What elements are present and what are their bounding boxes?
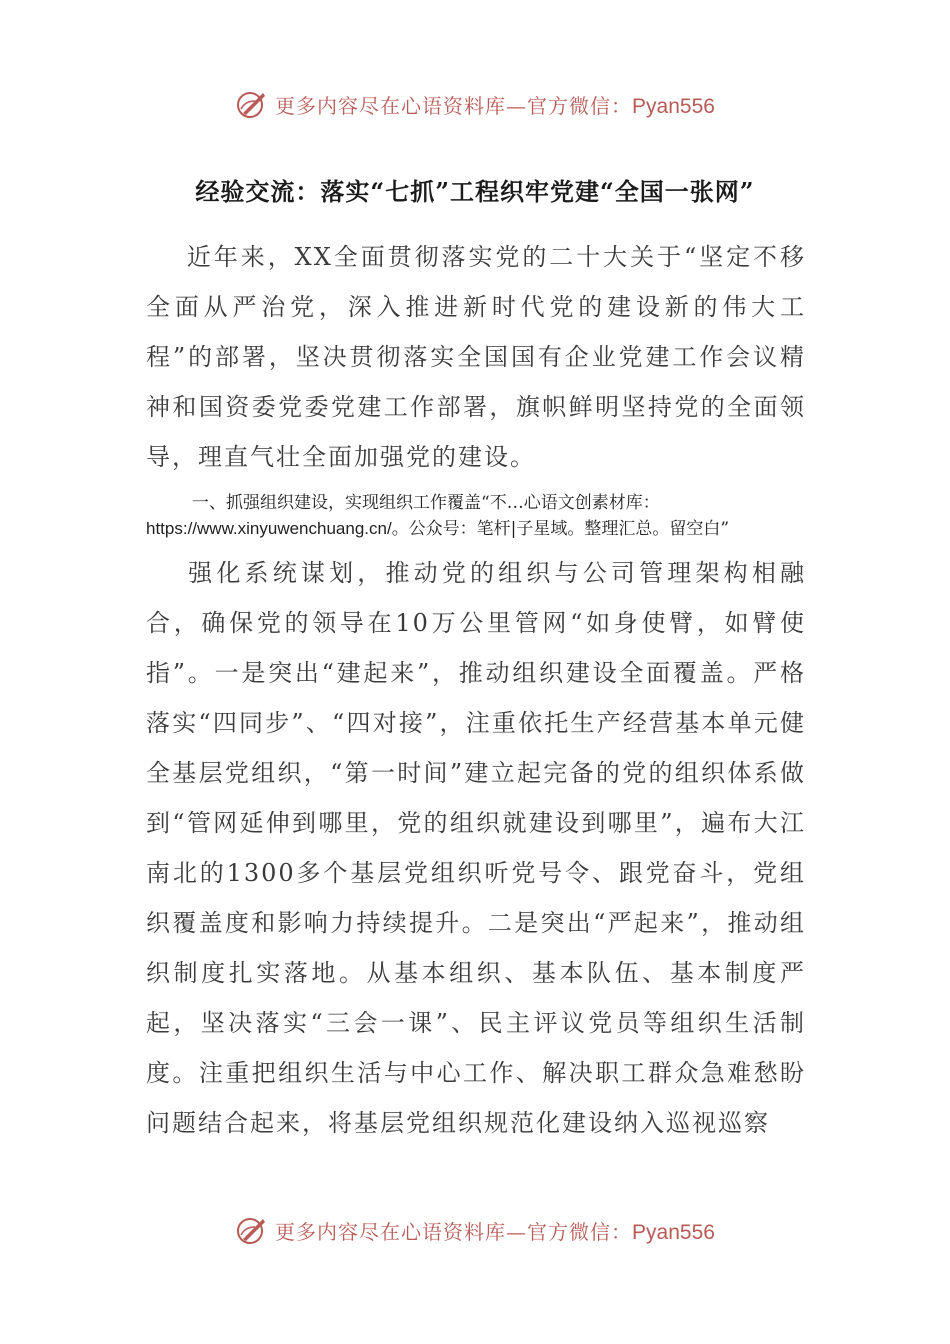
watermark-banner-top bbox=[0, 84, 950, 124]
watermark-banner-bottom bbox=[0, 1210, 950, 1250]
paragraph-body: 强化系统谋划，推动党的组织与公司管理架构相融合，确保党的领导在10万公里管网“如身使臂，如臂使指”。一是突出“建起来”，推动组织建设全面覆盖。严格落实“四同步”、“四对接”，注重依托生产经营基本单元健全基层党组织，“第一时间”建立起完备的党的组织体系做到“管网延伸到哪里，党的组织就建设到哪里”，遍布大江南北的1300多个基层党组织听党号令、跟党奋斗，党组织覆盖度和影响力持续提升。二是突出“严起来”，推动组织制度扎实落地。从基本组织、基本队伍、基本制度严起，坚决落实“三会一课”、民主评议党员等组织生活制度。注重把组织生活与中心工作、解决职工群众急难愁盼问题结合起来，将基层党组织规范化建设纳入巡视巡察 bbox=[146, 559, 806, 1137]
quill-logo-icon bbox=[235, 1213, 269, 1247]
quill-logo-icon bbox=[235, 87, 269, 121]
document-title: 经验交流：落实“七抓”工程织牢党建“全国一张网” bbox=[195, 177, 755, 206]
banner-text: 更多内容尽在心语资料库—官方微信：Pyan556 bbox=[275, 93, 715, 118]
banner-text: 更多内容尽在心语资料库—官方微信：Pyan556 bbox=[275, 1219, 715, 1244]
section-heading: 一、抓强组织建设，实现组织工作覆盖“不…心语文创素材库：https://www.xinyuwenchuang.cn/。公众号：笔杆|子星域。整理汇总。留空白” bbox=[146, 493, 730, 539]
paragraph-intro: 近年来，XX全面贯彻落实党的二十大关于“坚定不移全面从严治党，深入推进新时代党的建设新的伟大工程”的部署，坚决贯彻落实全国国有企业党建工作会议精神和国资委党委党建工作部署，旗帜鲜明坚持党的全面领导，理直气壮全面加强党的建设。 bbox=[146, 243, 806, 471]
